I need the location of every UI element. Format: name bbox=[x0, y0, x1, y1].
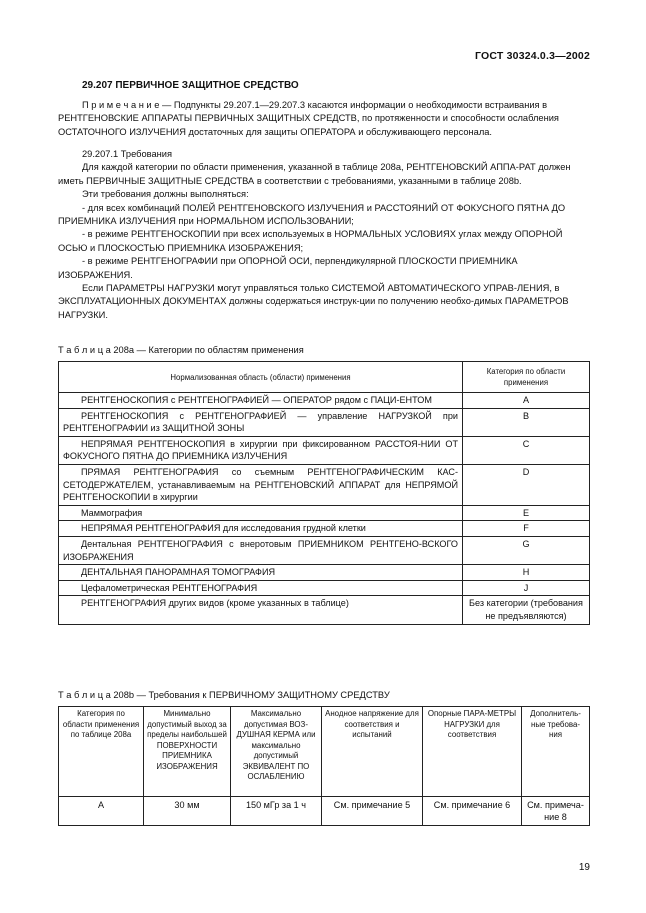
table-row bbox=[59, 536, 590, 564]
table-cell: ПРЯМАЯ РЕНТГЕНОГРАФИЯ со съемным РЕНТГЕНОГРАФИЧЕСКИМ КАС-СЕТОДЕРЖАТЕЛЕМ, устанавливаемым на РЕНТГЕНОВСКИЙ АППАРАТ для НЕПРЯМОЙ РЕНТГЕНОСКОПИИ в хирургии bbox=[59, 464, 463, 505]
table-b-caption-label: Т а б л и ц а bbox=[58, 690, 111, 700]
table-cell: НЕПРЯМАЯ РЕНТГЕНОГРАФИЯ для исследования грудной клетки bbox=[59, 521, 463, 537]
table-row bbox=[59, 408, 590, 436]
table-row bbox=[59, 580, 590, 596]
table-a-caption-text: 208а — Категории по областям применения bbox=[110, 345, 304, 355]
note-text: — Подпункты 29.207.1—29.207.3 касаются информации о необходимости встраивания в РЕНТГЕНОВСКИЕ АППАРАТЫ ПЕРВИЧНЫХ ЗАЩИТНЫХ СРЕДСТВ, по протяженности и способности ослабления ОСТАТОЧНОГО ИЗЛУЧЕНИЯ достаточных для защиты ОПЕРАТОРА и обслуживающего персонала. bbox=[58, 100, 559, 137]
table-cell: РЕНТГЕНОГРАФИЯ других видов (кроме указанных в таблице) bbox=[59, 596, 463, 624]
table-cell: J bbox=[463, 580, 590, 596]
table-b-header-cell: Категория по области применения по таблице 208а bbox=[59, 707, 144, 797]
table-row bbox=[59, 505, 590, 521]
table-row bbox=[59, 436, 590, 464]
table-cell: Без категории (требования не предъявляются) bbox=[463, 596, 590, 624]
table-a-caption bbox=[58, 345, 304, 355]
paragraph-5: - в режиме РЕНТГЕНОГРАФИИ при ОПОРНОЙ ОСИ, перпендикулярной ПЛОСКОСТИ ПРИЕМНИКА ИЗОБРАЖЕНИЯ. bbox=[58, 256, 518, 280]
paragraph-6: Если ПАРАМЕТРЫ НАГРУЗКИ могут управляться только СИСТЕМОЙ АВТОМАТИЧЕСКОГО УПРАВ-ЛЕНИЯ, в ЭКСПЛУАТАЦИОННЫХ ДОКУМЕНТАХ должны содержаться инструк-ции по получению необхо-димых ПАРАМЕТРОВ НАГРУЗКИ. bbox=[58, 283, 569, 320]
table-b-header-cell: Опорные ПАРА-МЕТРЫ НАГРУЗКИ для соответствия bbox=[423, 707, 522, 797]
table-cell: ДЕНТАЛЬНАЯ ПАНОРАМНАЯ ТОМОГРАФИЯ bbox=[59, 565, 463, 581]
table-cell: Маммография bbox=[59, 505, 463, 521]
table-row bbox=[59, 596, 590, 624]
paragraph-3: - для всех комбинаций ПОЛЕЙ РЕНТГЕНОВСКОГО ИЗЛУЧЕНИЯ и РАССТОЯНИЙ ОТ ФОКУСНОГО ПЯТНА ДО ПРИЕМНИКА ИЗЛУЧЕНИЯ при НОРМАЛЬНОМ ИСПОЛЬЗОВАНИИ; bbox=[58, 202, 566, 227]
table-cell: А bbox=[59, 797, 144, 826]
table-b-header-row bbox=[59, 707, 590, 797]
table-cell: РЕНТГЕНОСКОПИЯ с РЕНТГЕНОГРАФИЕЙ — ОПЕРАТОР рядом с ПАЦИ-ЕНТОМ bbox=[59, 393, 463, 409]
table-cell: Е bbox=[463, 505, 590, 521]
subsection-title: 29.207.1 Требования bbox=[82, 149, 173, 159]
table-cell: НЕПРЯМАЯ РЕНТГЕНОСКОПИЯ в хирургии при фиксированном РАССТОЯ-НИИ ОТ ФОКУСНОГО ПЯТНА ДО ПРИЕМНИКА ИЗЛУЧЕНИЯ bbox=[59, 436, 463, 464]
table-b-caption bbox=[58, 690, 390, 700]
table-a-caption-label: Т а б л и ц а bbox=[58, 345, 111, 355]
table-cell: G bbox=[463, 536, 590, 564]
table-208a bbox=[58, 361, 590, 625]
table-cell: См. примечание 5 bbox=[322, 797, 423, 826]
note-label: П р и м е ч а н и е bbox=[82, 100, 160, 110]
table-208b bbox=[58, 706, 590, 826]
paragraph-1: Для каждой категории по области применения, указанной в таблице 208а, РЕНТГЕНОВСКИЙ АППА-РАТ должен иметь ПЕРВИЧНЫЕ ЗАЩИТНЫЕ СРЕДСТВА в соответствии с требованиями, указанными в таблице 208b. bbox=[58, 162, 571, 186]
table-row bbox=[59, 464, 590, 505]
note-paragraph bbox=[58, 99, 590, 139]
table-row bbox=[59, 393, 590, 409]
paragraph-4: - в режиме РЕНТГЕНОСКОПИИ при всех используемых в НОРМАЛЬНЫХ УСЛОВИЯХ углах между ОПОРНОЙ ОСЬЮ и ПЛОСКОСТЬЮ ПРИЕМНИКА ИЗОБРАЖЕНИЯ; bbox=[58, 229, 563, 253]
table-a-header-row bbox=[59, 362, 590, 393]
table-b-header-cell: Минимально допустимый выход за пределы наибольшей ПОВЕРХНОСТИ ПРИЕМНИКА ИЗОБРАЖЕНИЯ bbox=[144, 707, 231, 797]
table-cell: Цефалометрическая РЕНТГЕНОГРАФИЯ bbox=[59, 580, 463, 596]
paragraph-2: Эти требования должны выполняться: bbox=[82, 189, 249, 200]
table-b-header-cell: Анодное напряжение для соответствия и испытаний bbox=[322, 707, 423, 797]
page-number: 19 bbox=[578, 862, 590, 873]
table-a-header-cell: Нормализованная область (области) применения bbox=[59, 362, 463, 393]
table-cell: Н bbox=[463, 565, 590, 581]
table-cell: Дентальная РЕНТГЕНОГРАФИЯ с внеротовым ПРИЕМНИКОМ РЕНТГЕНО-ВСКОГО ИЗОБРАЖЕНИЯ bbox=[59, 536, 463, 564]
table-row bbox=[59, 521, 590, 537]
table-cell: D bbox=[463, 464, 590, 505]
standard-id: ГОСТ 30324.0.3—2002 bbox=[474, 50, 590, 62]
table-cell: РЕНТГЕНОСКОПИЯ с РЕНТГЕНОГРАФИЕЙ — управление НАГРУЗКОЙ при РЕНТГЕНОГРАФИИ из ЗАЩИТНОЙ ЗОНЫ bbox=[59, 408, 463, 436]
table-b-header-cell: Дополнитель-ные требова-ния bbox=[522, 707, 590, 797]
table-b-caption-text: 208b — Требования к ПЕРВИЧНОМУ ЗАЩИТНОМУ СРЕДСТВУ bbox=[110, 690, 390, 700]
table-cell: 150 мГр за 1 ч bbox=[231, 797, 322, 826]
table-cell: В bbox=[463, 408, 590, 436]
table-a-header-cell: Категория по области применения bbox=[463, 362, 590, 393]
table-cell: 30 мм bbox=[144, 797, 231, 826]
section-title: 29.207 ПЕРВИЧНОЕ ЗАЩИТНОЕ СРЕДСТВО bbox=[82, 80, 299, 91]
table-b-header-cell: Максимально допустимая ВОЗ-ДУШНАЯ КЕРМА или максимально допустимый ЭКВИВАЛЕНТ ПО ОСЛАБЛЕНИЮ bbox=[231, 707, 322, 797]
table-row bbox=[59, 565, 590, 581]
table-cell: См. примеча-ние 8 bbox=[522, 797, 590, 826]
table-cell: См. примечание 6 bbox=[423, 797, 522, 826]
requirements-block bbox=[58, 148, 590, 322]
table-cell: F bbox=[463, 521, 590, 537]
table-cell: С bbox=[463, 436, 590, 464]
table-cell: А bbox=[463, 393, 590, 409]
table-row bbox=[59, 797, 590, 826]
